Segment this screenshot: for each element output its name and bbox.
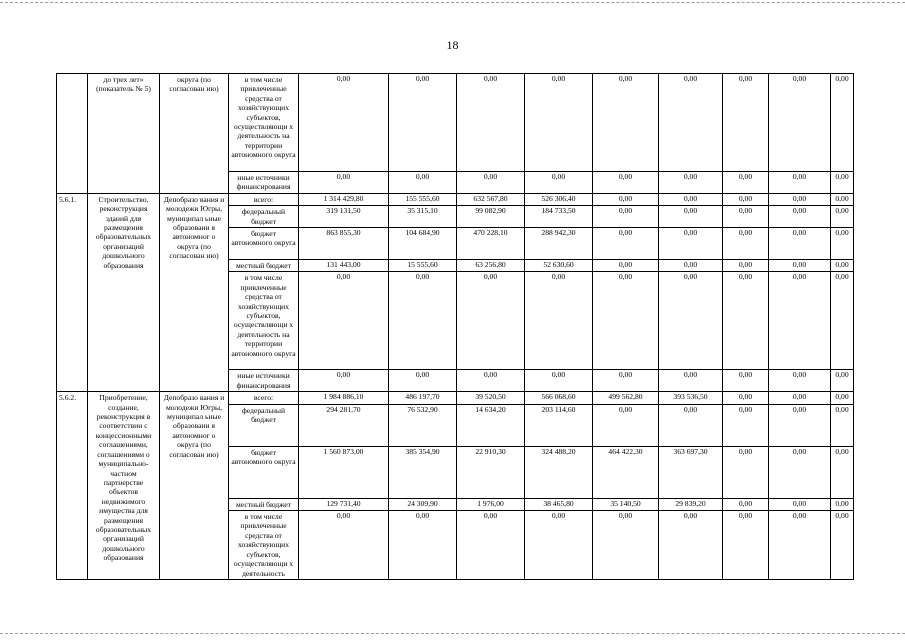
value-cell: 0,00 [831, 228, 854, 260]
value-cell: 203 114,60 [525, 404, 593, 446]
value-cell: 0,00 [299, 511, 389, 580]
value-cell: 184 733,50 [525, 206, 593, 228]
value-cell: 0,00 [831, 172, 854, 194]
source-cell: в том числе привлеченные средства от хозяйствующих субъектов, осуществляющи х деятельность на территории автономного округа [229, 272, 299, 370]
value-cell: 99 082,90 [457, 206, 525, 228]
value-cell: 0,00 [831, 498, 854, 510]
value-cell: 0,00 [593, 172, 659, 194]
value-cell: 0,00 [593, 404, 659, 446]
scan-edge-bottom [0, 633, 905, 634]
value-cell: 0,00 [389, 370, 457, 392]
value-cell: 470 228,10 [457, 228, 525, 260]
value-cell: 76 532,90 [389, 404, 457, 446]
value-cell: 0,00 [723, 260, 769, 272]
value-cell: 0,00 [659, 193, 723, 205]
value-cell: 0,00 [659, 172, 723, 194]
value-cell: 0,00 [723, 392, 769, 404]
value-cell: 0,00 [659, 404, 723, 446]
value-cell: 0,00 [593, 511, 659, 580]
value-cell: 155 555,60 [389, 193, 457, 205]
value-cell: 863 855,30 [299, 228, 389, 260]
source-cell: федеральный бюджет [229, 404, 299, 446]
value-cell: 0,00 [659, 370, 723, 392]
value-cell: 319 131,50 [299, 206, 389, 228]
value-cell: 0,00 [389, 74, 457, 172]
value-cell: 566 068,60 [525, 392, 593, 404]
value-cell: 0,00 [659, 260, 723, 272]
value-cell: 15 555,60 [389, 260, 457, 272]
value-cell: 526 306,40 [525, 193, 593, 205]
value-cell: 0,00 [593, 370, 659, 392]
value-cell: 0,00 [525, 370, 593, 392]
source-cell: в том числе привлеченные средства от хозяйствующих субъектов, осуществляющи х деятельность на территории автономного округа [229, 74, 299, 172]
value-cell: 0,00 [723, 272, 769, 370]
value-cell: 0,00 [593, 74, 659, 172]
value-cell: 0,00 [593, 228, 659, 260]
source-cell: иные источники финансирования [229, 370, 299, 392]
value-cell: 39 520,50 [457, 392, 525, 404]
value-cell: 0,00 [723, 511, 769, 580]
value-cell: 0,00 [457, 74, 525, 172]
value-cell: 0,00 [723, 172, 769, 194]
value-cell: 0,00 [299, 272, 389, 370]
value-cell: 35 315,10 [389, 206, 457, 228]
value-cell: 0,00 [769, 228, 831, 260]
value-cell: 0,00 [769, 404, 831, 446]
value-cell: 0,00 [659, 74, 723, 172]
source-cell: местный бюджет [229, 498, 299, 510]
value-cell: 0,00 [299, 74, 389, 172]
value-cell: 0,00 [723, 193, 769, 205]
executor-cell: округа (по согласован ию) [160, 74, 229, 194]
value-cell: 1 984 886,10 [299, 392, 389, 404]
value-cell: 0,00 [769, 272, 831, 370]
item-number-cell: 5.6.1. [57, 193, 88, 391]
source-cell: иные источники финансирования [229, 172, 299, 194]
value-cell: 0,00 [769, 172, 831, 194]
value-cell: 0,00 [389, 172, 457, 194]
source-cell: всего: [229, 193, 299, 205]
source-cell: бюджет автономного округа [229, 446, 299, 498]
value-cell: 0,00 [659, 228, 723, 260]
value-cell: 0,00 [723, 498, 769, 510]
item-number-cell [57, 74, 88, 194]
value-cell: 0,00 [831, 74, 854, 172]
value-cell: 294 281,70 [299, 404, 389, 446]
value-cell: 0,00 [299, 172, 389, 194]
value-cell: 0,00 [769, 193, 831, 205]
value-cell: 0,00 [593, 193, 659, 205]
value-cell: 0,00 [723, 206, 769, 228]
value-cell: 0,00 [723, 404, 769, 446]
page-number: 18 [446, 38, 459, 52]
value-cell: 0,00 [831, 370, 854, 392]
value-cell: 0,00 [831, 193, 854, 205]
value-cell: 0,00 [525, 74, 593, 172]
value-cell: 0,00 [389, 272, 457, 370]
executor-cell: Депобразо вания и молодежи Югры, муниципал ьные образовани я автономног о округа (по согласован ию) [160, 392, 229, 580]
table-row [57, 193, 854, 205]
value-cell: 0,00 [769, 511, 831, 580]
value-cell: 0,00 [593, 260, 659, 272]
value-cell: 0,00 [831, 272, 854, 370]
value-cell: 24 309,90 [389, 498, 457, 510]
value-cell: 385 354,90 [389, 446, 457, 498]
value-cell: 464 422,30 [593, 446, 659, 498]
item-number-cell: 5.6.2. [57, 392, 88, 580]
value-cell: 38 465,80 [525, 498, 593, 510]
value-cell: 0,00 [723, 370, 769, 392]
value-cell: 0,00 [659, 511, 723, 580]
budget-table [56, 73, 854, 580]
value-cell: 363 697,30 [659, 446, 723, 498]
value-cell: 0,00 [769, 370, 831, 392]
value-cell: 0,00 [723, 228, 769, 260]
value-cell: 63 256,80 [457, 260, 525, 272]
value-cell: 288 942,30 [525, 228, 593, 260]
value-cell: 393 536,50 [659, 392, 723, 404]
value-cell: 0,00 [723, 74, 769, 172]
value-cell: 0,00 [389, 511, 457, 580]
value-cell: 0,00 [831, 404, 854, 446]
value-cell: 0,00 [769, 74, 831, 172]
value-cell: 1 976,00 [457, 498, 525, 510]
value-cell: 0,00 [831, 392, 854, 404]
value-cell: 14 634,20 [457, 404, 525, 446]
source-cell: всего: [229, 392, 299, 404]
value-cell: 29 839,20 [659, 498, 723, 510]
value-cell: 35 140,50 [593, 498, 659, 510]
value-cell: 0,00 [525, 172, 593, 194]
table-row [57, 392, 854, 404]
value-cell: 0,00 [831, 446, 854, 498]
value-cell: 1 314 429,80 [299, 193, 389, 205]
source-cell: бюджет автономного округа [229, 228, 299, 260]
source-cell: в том числе привлеченные средства от хозяйствующих субъектов, осуществляющи х деятельность [229, 511, 299, 580]
value-cell: 0,00 [525, 272, 593, 370]
item-name-cell: Приобретение, создание, реконструкция в соответствии с концессионными соглашениями, соглашениями о муниципально-частном партнерстве объектов недвижимого имущества для размещения образовательных организаций дошкольного образования [88, 392, 160, 580]
value-cell: 0,00 [769, 206, 831, 228]
value-cell: 0,00 [831, 511, 854, 580]
item-name-cell: до трех лет» (показатель № 5) [88, 74, 160, 194]
value-cell: 0,00 [659, 272, 723, 370]
scan-edge-top [0, 2, 905, 3]
value-cell: 0,00 [769, 392, 831, 404]
value-cell: 632 567,80 [457, 193, 525, 205]
value-cell: 0,00 [831, 206, 854, 228]
value-cell: 0,00 [769, 498, 831, 510]
value-cell: 0,00 [299, 370, 389, 392]
value-cell: 0,00 [769, 446, 831, 498]
executor-cell: Депобразо вания и молодежи Югры, муниципал ьные образовани я автономног о округа (по согласован ию) [160, 193, 229, 391]
value-cell: 486 197,70 [389, 392, 457, 404]
value-cell: 129 731,40 [299, 498, 389, 510]
value-cell: 0,00 [457, 511, 525, 580]
value-cell: 131 443,00 [299, 260, 389, 272]
value-cell: 0,00 [457, 370, 525, 392]
value-cell: 0,00 [457, 172, 525, 194]
source-cell: местный бюджет [229, 260, 299, 272]
value-cell: 1 560 873,00 [299, 446, 389, 498]
value-cell: 0,00 [593, 206, 659, 228]
table-row [57, 74, 854, 172]
value-cell: 324 488,20 [525, 446, 593, 498]
value-cell: 104 684,90 [389, 228, 457, 260]
value-cell: 0,00 [457, 272, 525, 370]
source-cell: федеральный бюджет [229, 206, 299, 228]
item-name-cell: Строительство, реконструкция зданий для размещения образовательных организаций дошкольного образования [88, 193, 160, 391]
value-cell: 499 562,80 [593, 392, 659, 404]
value-cell: 0,00 [769, 260, 831, 272]
value-cell: 0,00 [593, 272, 659, 370]
value-cell: 0,00 [831, 260, 854, 272]
value-cell: 22 910,30 [457, 446, 525, 498]
value-cell: 52 630,60 [525, 260, 593, 272]
value-cell: 0,00 [723, 446, 769, 498]
value-cell: 0,00 [525, 511, 593, 580]
value-cell: 0,00 [659, 206, 723, 228]
